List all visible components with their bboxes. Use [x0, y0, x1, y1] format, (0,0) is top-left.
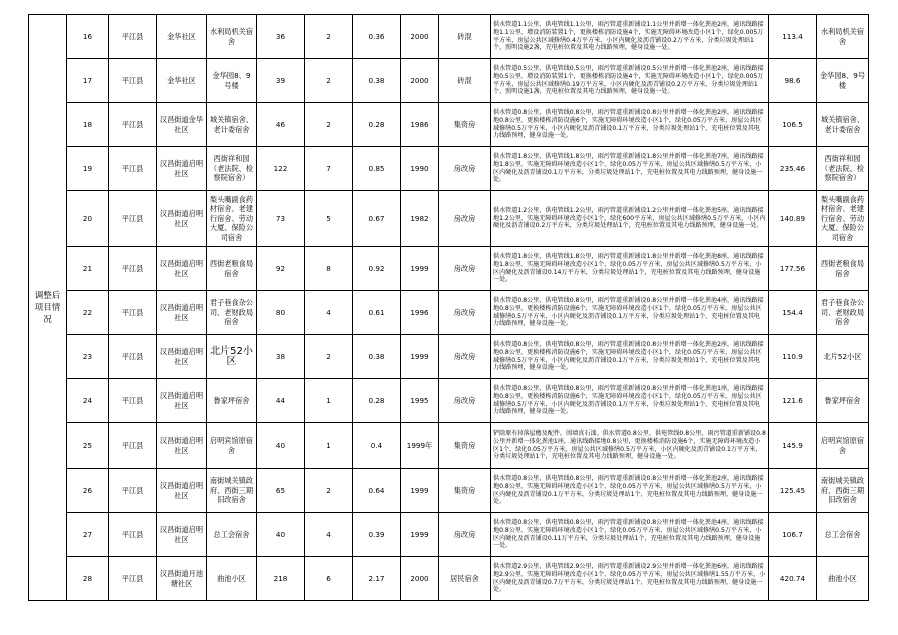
row-number: 18 — [67, 103, 109, 147]
buildings-cell: 5 — [305, 191, 353, 247]
floor-area-cell: 0.61 — [353, 291, 401, 335]
investment-amount-cell: 145.9 — [769, 423, 817, 469]
floor-area-cell: 0.28 — [353, 103, 401, 147]
build-year-cell: 1999 — [401, 247, 439, 291]
investment-amount-cell: 98.6 — [769, 59, 817, 103]
investment-amount-cell: 125.45 — [769, 469, 817, 513]
remark-cell: 西街老粮食局宿舍 — [817, 247, 869, 291]
county-cell: 平江县 — [109, 291, 157, 335]
renovation-scope-cell: 供水管道0.8公里，供电管线0.8公里，雨污管道重新铺设0.8公里并新增一体化粪池1座，通讯线路接地0.8公里，更换楼栋消防设施6个，实施无障碍环境改造小区1个，绿化0.05万平方米，房屋公共区域修缮0.5万平方米，小区内硬化及沥青铺设0.1万平方米，分类垃圾处理站1个，充电桩位置及其电力线路预埋，健身设施一处。 — [491, 379, 769, 423]
floor-area-cell: 0.64 — [353, 469, 401, 513]
row-number: 28 — [67, 557, 109, 601]
build-year-cell: 1986 — [401, 103, 439, 147]
complex-name-cell: 鲁家坪宿舍 — [207, 379, 257, 423]
build-year-cell: 1982 — [401, 191, 439, 247]
project-sheet — [28, 14, 869, 601]
investment-amount-cell: 177.56 — [769, 247, 817, 291]
community-cell: 汉昌街道启明社区 — [157, 513, 207, 557]
renovation-scope-cell: 供水管道0.5公里，供电管线0.5公里，雨污管道重新铺设0.5公里并新增一体化粪池2座，通讯线路接地0.5公里，增设消防装置1个，更换楼栋消防设施4个，实施无障碍环境改造小区1个，绿化0.005万平方米，房屋公共区域修缮0.19万平方米，小区内硬化及沥青铺设0.2万平方米，分类垃圾处理站1个，照明设施1盏，充电桩位置及其电力线路预埋，健身设施一处。 — [491, 59, 769, 103]
remark-cell: 总工会宿舍 — [817, 513, 869, 557]
households-cell: 38 — [257, 335, 305, 379]
housing-type-cell: 房改房 — [439, 191, 491, 247]
community-cell: 汉昌街道月池塘社区 — [157, 557, 207, 601]
buildings-cell: 6 — [305, 557, 353, 601]
renovation-scope-cell: 供水管道0.8公里，供电管线0.8公里，雨污管道重新铺设0.8公里并新增一体化粪池4座，通讯线路接地0.8公里，实施无障碍环境改造小区1个，绿化0.05万平方米，房屋公共区域修缮0.5万平方米，小区内硬化及沥青铺设0.11万平方米，分类垃圾处理站1个，充电桩位置及其电力线路预埋，健身设施一处。 — [491, 513, 769, 557]
remark-cell: 西街祥和园（老法院、检察院宿舍） — [817, 147, 869, 191]
table-row — [29, 103, 869, 147]
community-cell: 汉昌街道金华社区 — [157, 103, 207, 147]
buildings-cell: 2 — [305, 103, 353, 147]
complex-name-cell: 启明宾馆原宿舍 — [207, 423, 257, 469]
renovation-scope-cell: 供水管道0.8公里，供电管线0.8公里，雨污管道重新铺设0.8公里并新增一体化粪池4座，通讯线路接地0.8公里，更换楼栋消防设施6个，实施无障碍环境改造小区1个，绿化0.05万平方米，房屋公共区域修缮0.5万平方米，小区内硬化及沥青铺设0.1万平方米，分类垃圾处理站1个，充电桩位置及其电力线路预埋，健身设施一处。 — [491, 291, 769, 335]
row-number: 21 — [67, 247, 109, 291]
investment-amount-cell: 420.74 — [769, 557, 817, 601]
community-cell: 汉昌街道启明社区 — [157, 469, 207, 513]
build-year-cell: 1996 — [401, 291, 439, 335]
build-year-cell: 1999 — [401, 335, 439, 379]
table-row — [29, 335, 869, 379]
buildings-cell: 4 — [305, 513, 353, 557]
complex-name-cell: 梨头嘴副食药材宿舍、老建行宿舍、劳动大厦、保险公司宿舍 — [207, 191, 257, 247]
remark-cell: 金华园8、9号楼 — [817, 59, 869, 103]
county-cell: 平江县 — [109, 191, 157, 247]
county-cell: 平江县 — [109, 423, 157, 469]
investment-amount-cell: 110.9 — [769, 335, 817, 379]
housing-type-cell: 集资房 — [439, 469, 491, 513]
county-cell: 平江县 — [109, 103, 157, 147]
housing-type-cell: 砖混 — [439, 59, 491, 103]
housing-type-cell: 砖混 — [439, 15, 491, 59]
housing-type-cell: 集资房 — [439, 423, 491, 469]
investment-amount-cell: 106.5 — [769, 103, 817, 147]
county-cell: 平江县 — [109, 557, 157, 601]
buildings-cell: 2 — [305, 335, 353, 379]
buildings-cell: 1 — [305, 379, 353, 423]
buildings-cell: 2 — [305, 15, 353, 59]
build-year-cell: 2000 — [401, 15, 439, 59]
build-year-cell: 1999年 — [401, 423, 439, 469]
renovation-scope-cell: 铲除原有掉落屋檐及配件，围墙真石漆。供水管道0.8公里，供电管线0.8公里，雨污管道重新铺设0.8公里并新增一体化粪池1座，通讯线路接地0.8公里，更换楼栋消防设施6个，实施无障碍环境改造小区1个，绿化0.05万平方米，房屋公共区域修缮0.5万平方米，小区内硬化及沥青铺设0.1万平方米，分类垃圾处理站1个，充电桩位置及其电力线路预埋，健身设施一处。 — [491, 423, 769, 469]
community-cell: 汉昌街道启明社区 — [157, 191, 207, 247]
table-row — [29, 15, 869, 59]
remark-cell: 北片52小区 — [817, 335, 869, 379]
remark-cell: 梨头嘴副食药材宿舍、老建行宿舍、劳动大厦、保险公司宿舍 — [817, 191, 869, 247]
complex-name-cell: 君子巷食杂公司、老财政局宿舍 — [207, 291, 257, 335]
table-row — [29, 247, 869, 291]
community-cell: 汉昌街道启明社区 — [157, 379, 207, 423]
community-cell: 汉昌街道启明社区 — [157, 247, 207, 291]
floor-area-cell: 0.67 — [353, 191, 401, 247]
investment-amount-cell: 140.89 — [769, 191, 817, 247]
households-cell: 36 — [257, 15, 305, 59]
housing-type-cell: 居民宿舍 — [439, 557, 491, 601]
table-row — [29, 191, 869, 247]
households-cell: 65 — [257, 469, 305, 513]
households-cell: 92 — [257, 247, 305, 291]
community-cell: 汉昌街道启明社区 — [157, 335, 207, 379]
complex-name-cell: 城关镇宿舍、老计委宿舍 — [207, 103, 257, 147]
community-cell: 金华社区 — [157, 15, 207, 59]
build-year-cell: 1999 — [401, 513, 439, 557]
floor-area-cell: 0.39 — [353, 513, 401, 557]
housing-type-cell: 集资房 — [439, 103, 491, 147]
households-cell: 39 — [257, 59, 305, 103]
renovation-scope-cell: 供水管道2.9公里，供电管线2.9公里，雨污管道重新铺设2.9公里并新增一体化粪池6座，通讯线路接地2.9公里，实施无障碍环境改造小区1个，绿化0.05万平方米，房屋公共区域修缮1.55万平方米，小区内硬化及沥青铺设0.7万平方米，分类垃圾处理站1个，充电桩位置及其电力线路预埋，健身设施一处。 — [491, 557, 769, 601]
row-number: 24 — [67, 379, 109, 423]
households-cell: 73 — [257, 191, 305, 247]
floor-area-cell: 0.92 — [353, 247, 401, 291]
row-number: 27 — [67, 513, 109, 557]
complex-name-cell: 曲池小区 — [207, 557, 257, 601]
community-cell: 汉昌街道启明社区 — [157, 291, 207, 335]
table-row — [29, 147, 869, 191]
table-row — [29, 469, 869, 513]
row-number: 26 — [67, 469, 109, 513]
housing-type-cell: 房改房 — [439, 335, 491, 379]
row-number: 17 — [67, 59, 109, 103]
project-table — [28, 14, 869, 601]
households-cell: 44 — [257, 379, 305, 423]
remark-cell: 君子巷食杂公司、老财政局宿舍 — [817, 291, 869, 335]
complex-name-cell: 北片52小区 — [207, 335, 257, 379]
renovation-scope-cell: 供水管道0.8公里，供电管线0.8公里，雨污管道重新铺设0.8公里并新增一体化粪池2座，通讯线路接地0.8公里，更换楼栋消防设施6个，实施无障碍环境改造小区1个，绿化0.05万平方米，房屋公共区域修缮0.5万平方米，小区内硬化及沥青铺设0.1万平方米，分类垃圾处理站1个，充电桩位置及其电力线路预埋，健身设施一处。 — [491, 335, 769, 379]
buildings-cell: 1 — [305, 423, 353, 469]
floor-area-cell: 0.38 — [353, 335, 401, 379]
households-cell: 218 — [257, 557, 305, 601]
complex-name-cell: 总工会宿舍 — [207, 513, 257, 557]
table-row — [29, 291, 869, 335]
community-cell: 汉昌街道启明社区 — [157, 423, 207, 469]
table-row — [29, 59, 869, 103]
county-cell: 平江县 — [109, 379, 157, 423]
housing-type-cell: 房改房 — [439, 147, 491, 191]
build-year-cell: 1995 — [401, 379, 439, 423]
floor-area-cell: 0.4 — [353, 423, 401, 469]
households-cell: 80 — [257, 291, 305, 335]
county-cell: 平江县 — [109, 335, 157, 379]
county-cell: 平江县 — [109, 513, 157, 557]
buildings-cell: 8 — [305, 247, 353, 291]
group-label: 调整后项目情况 — [29, 15, 67, 601]
investment-amount-cell: 121.6 — [769, 379, 817, 423]
table-row — [29, 557, 869, 601]
buildings-cell: 7 — [305, 147, 353, 191]
housing-type-cell: 房改房 — [439, 247, 491, 291]
buildings-cell: 2 — [305, 469, 353, 513]
households-cell: 122 — [257, 147, 305, 191]
floor-area-cell: 0.28 — [353, 379, 401, 423]
row-number: 23 — [67, 335, 109, 379]
investment-amount-cell: 106.7 — [769, 513, 817, 557]
build-year-cell: 2000 — [401, 59, 439, 103]
investment-amount-cell: 235.46 — [769, 147, 817, 191]
complex-name-cell: 水利局机关宿舍 — [207, 15, 257, 59]
complex-name-cell: 南街城关镇政府、西街三期旧改宿舍 — [207, 469, 257, 513]
renovation-scope-cell: 供水管道0.8公里，供电管线0.8公里，雨污管道重新铺设0.8公里并新增一体化粪池2座，通讯线路接地0.8公里，实施无障碍环境改造小区1个，绿化0.05万平方米，房屋公共区域修缮0.5万平方米，小区内硬化及沥青铺设0.1万平方米，分类垃圾处理站1个，充电桩位置及其电力线路预埋，健身设施一处。 — [491, 469, 769, 513]
remark-cell: 城关镇宿舍、老计委宿舍 — [817, 103, 869, 147]
buildings-cell: 2 — [305, 59, 353, 103]
build-year-cell: 1999 — [401, 469, 439, 513]
remark-cell: 鲁家坪宿舍 — [817, 379, 869, 423]
row-number: 20 — [67, 191, 109, 247]
build-year-cell: 1990 — [401, 147, 439, 191]
housing-type-cell: 房改房 — [439, 379, 491, 423]
remark-cell: 曲池小区 — [817, 557, 869, 601]
complex-name-cell: 西街老粮食局宿舍 — [207, 247, 257, 291]
investment-amount-cell: 154.4 — [769, 291, 817, 335]
remark-cell: 启明宾馆原宿舍 — [817, 423, 869, 469]
table-body — [29, 15, 869, 601]
table-row — [29, 513, 869, 557]
county-cell: 平江县 — [109, 15, 157, 59]
remark-cell: 南街城关镇政府、西街三期旧改宿舍 — [817, 469, 869, 513]
table-row — [29, 423, 869, 469]
households-cell: 40 — [257, 423, 305, 469]
row-number: 19 — [67, 147, 109, 191]
renovation-scope-cell: 供水管道1.8公里，供电管线1.8公里，雨污管道重新铺设1.8公里并新增一体化粪池7座，通讯线路接地1.8公里，实施无障碍环境改造小区1个，绿化0.05万平方米，房屋公共区域修缮0.5万平方米，小区内硬化及沥青铺设0.1万平方米，分类垃圾处理站1个，充电桩位置及其电力线路预埋，健身设施一处。 — [491, 147, 769, 191]
build-year-cell: 2000 — [401, 557, 439, 601]
households-cell: 46 — [257, 103, 305, 147]
table-row — [29, 379, 869, 423]
county-cell: 平江县 — [109, 247, 157, 291]
community-cell: 金华社区 — [157, 59, 207, 103]
floor-area-cell: 2.17 — [353, 557, 401, 601]
complex-name-cell: 西街祥和园（老法院、检察院宿舍） — [207, 147, 257, 191]
complex-name-cell: 金华园8、9号楼 — [207, 59, 257, 103]
renovation-scope-cell: 供水管道0.8公里，供电管线0.8公里，雨污管道重新铺设0.8公里并新增一体化粪池2座，通讯线路接地0.8公里，更换楼栋消防设施6个，实施无障碍环境改造小区1个，绿化0.05万平方米，房屋公共区域修缮0.5万平方米，小区内硬化及沥青铺设0.1万平方米，分类垃圾处理站1个，充电桩位置及其电力线路预埋，健身设施一处。 — [491, 103, 769, 147]
county-cell: 平江县 — [109, 59, 157, 103]
floor-area-cell: 0.36 — [353, 15, 401, 59]
county-cell: 平江县 — [109, 469, 157, 513]
renovation-scope-cell: 供水管道1.8公里，供电管线1.8公里，雨污管道重新铺设1.8公里并新增一体化粪池8座，通讯线路接地1.8公里，实施无障碍环境改造小区1个，绿化0.05万平方米，房屋公共区域修缮0.5万平方米，小区内硬化及沥青铺设0.14万平方米，分类垃圾处理站1个，充电桩位置及其电力线路预埋，健身设施一处。 — [491, 247, 769, 291]
row-number: 16 — [67, 15, 109, 59]
row-number: 22 — [67, 291, 109, 335]
buildings-cell: 4 — [305, 291, 353, 335]
renovation-scope-cell: 供水管道1.2公里，供电管线1.2公里，雨污管道重新铺设1.2公里并新增一体化粪池5座，通讯线路接地1.2公里，实施无障碍环境改造小区1个，绿化600平方米，房屋公共区域修缮0.5万平方米，小区内硬化及沥青铺设0.2万平方米，分类垃圾处理站1个，充电桩位置及其电力线路预埋，健身设施一处。 — [491, 191, 769, 247]
housing-type-cell: 房改房 — [439, 291, 491, 335]
community-cell: 汉昌街道启明社区 — [157, 147, 207, 191]
remark-cell: 水利局机关宿舍 — [817, 15, 869, 59]
households-cell: 40 — [257, 513, 305, 557]
housing-type-cell: 房改房 — [439, 513, 491, 557]
investment-amount-cell: 113.4 — [769, 15, 817, 59]
county-cell: 平江县 — [109, 147, 157, 191]
row-number: 25 — [67, 423, 109, 469]
renovation-scope-cell: 供水管道1.1公里，供电管线1.1公里，雨污管道重新铺设1.1公里并新增一体化粪池2座，通讯线路接地1.1公里，增设消防装置1个，更换楼栋消防设施4个，实施无障碍环境改造小区1个，绿化0.005万平方米，房屋公共区域修缮0.4万平方米，小区内硬化及沥青铺设0.2万平方米，分类垃圾处理站1个，照明设施2盏，充电桩位置及其电力线路预埋，健身设施一处。 — [491, 15, 769, 59]
floor-area-cell: 0.85 — [353, 147, 401, 191]
floor-area-cell: 0.38 — [353, 59, 401, 103]
